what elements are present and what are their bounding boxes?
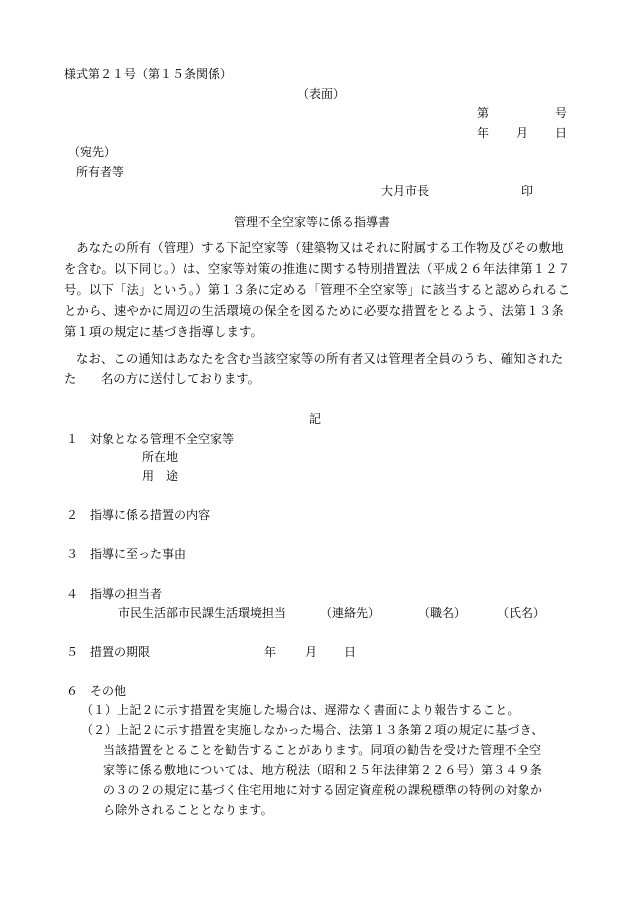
date-month: 月 [516, 126, 529, 140]
item-1-label: 対象となる管理不全空家等 [90, 432, 235, 446]
item-6-sub2-line-4: の３の２の規定に基づく住宅用地に対する固定資産税の課税標準の特例の対象か [103, 783, 543, 797]
item-1-number: １ [66, 432, 79, 446]
doc-no-go: 号 [555, 106, 568, 120]
item-6-sub1-text: 上記２に示す措置を実施した場合は、遅滞なく書面により報告すること。 [117, 703, 520, 717]
item-5-day: 日 [344, 645, 357, 659]
document-title: 管理不全空家等に係る指導書 [234, 215, 391, 229]
item-4-label: 指導の担当者 [90, 587, 163, 601]
date-year: 年 [477, 126, 490, 140]
addressee-label: （宛先） [68, 145, 117, 159]
body-paragraph-2-suffix: 名の方に送付しております。 [101, 372, 260, 386]
form-number: 様式第２１号（第１５条関係） [64, 67, 233, 81]
item-5-year: 年 [264, 645, 277, 659]
ki-heading: 記 [309, 412, 322, 426]
body-paragraph-2-prefix: なお、この通知はあなたを含む当該空家等の所有者又は管理者全員のうち、確知された [76, 352, 564, 366]
body-paragraph-1: あなたの所有（管理）する下記空家等（建築物又はそれに附属する工作物及びその敷地を含む。以下同じ。）は、空家等対策の推進に関する特別措置法（平成２６年法律第１２７号。以下「法」という。）第１３条に定める「管理不全空家等」に該当すると認められることから、速やかに周辺の生活環境の保全を図るために必要な措置をとるよう、法第１３条第１項の規定に基づき指導します。 [64, 241, 571, 339]
item-5-number: ５ [66, 645, 79, 659]
item-6-label: その他 [90, 684, 127, 698]
item-2-label: 指導に係る措置の内容 [90, 508, 211, 522]
item-6-sub2-number: （２） [81, 723, 118, 737]
body-paragraph-2-ta: た [64, 372, 77, 386]
date-day: 日 [555, 126, 568, 140]
item-4-name: （氏名） [497, 606, 546, 620]
item-6-sub2-line-2: 当該措置をとることを勧告することがあります。同項の勧告を受けた管理不全空 [103, 743, 542, 757]
side-label: （表面） [297, 87, 346, 101]
item-3-label: 指導に至った事由 [90, 547, 187, 561]
item-5-label: 措置の期限 [90, 645, 151, 659]
addressee: 所有者等 [76, 165, 125, 179]
item-6-sub2-line-1: 上記２に示す措置を実施しなかった場合、法第１３条第２項の規定に基づき、 [117, 723, 544, 737]
doc-no-dai: 第 [477, 106, 490, 120]
item-1-usage: 用 途 [142, 469, 179, 483]
item-6-sub2-line-3: 家等に係る敷地については、地方税法（昭和２５年法律第２２６号）第３４９条 [103, 763, 542, 777]
item-1-location: 所在地 [142, 450, 179, 464]
item-4-position: （職名） [418, 606, 467, 620]
issuer: 大月市長 [381, 184, 430, 198]
seal: 印 [521, 184, 534, 198]
item-6-sub2-line-5: ら除外されることとなります。 [103, 803, 273, 817]
item-4-number: ４ [66, 587, 79, 601]
item-4-contact: （連絡先） [320, 606, 381, 620]
item-6-sub1-number: （１） [81, 703, 118, 717]
item-4-department: 市民生活部市民課生活環境担当 [118, 606, 287, 620]
body-text [64, 238, 574, 343]
item-5-month: 月 [305, 645, 318, 659]
item-3-number: ３ [66, 547, 79, 561]
item-6-number: ６ [66, 684, 79, 698]
item-2-number: ２ [66, 508, 79, 522]
